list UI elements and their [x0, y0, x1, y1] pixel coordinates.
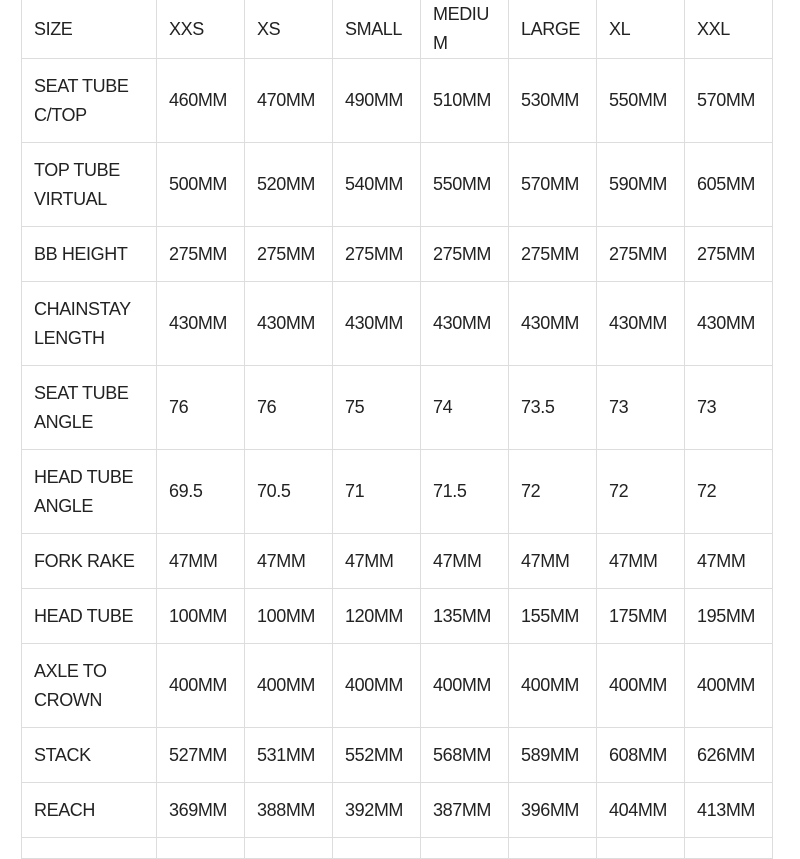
table-cell: 72 — [509, 450, 597, 534]
table-cell: 460MM — [157, 59, 245, 143]
table-cell: 275MM — [245, 227, 333, 282]
table-row-stack — [22, 728, 773, 783]
table-cell: 430MM — [509, 282, 597, 366]
table-cell: 550MM — [597, 59, 685, 143]
table-cell — [22, 838, 157, 859]
table-cell: 430MM — [685, 282, 773, 366]
row-label: HEAD TUBE — [22, 589, 157, 644]
table-cell: 275MM — [157, 227, 245, 282]
table-cell: 400MM — [333, 644, 421, 728]
table-cell: 275MM — [333, 227, 421, 282]
table-row-head-tube-angle — [22, 450, 773, 534]
table-cell — [245, 838, 333, 859]
table-cell: 530MM — [509, 59, 597, 143]
table-row-chainstay — [22, 282, 773, 366]
table-cell: 120MM — [333, 589, 421, 644]
table-cell: 74 — [421, 366, 509, 450]
table-cell: 47MM — [245, 534, 333, 589]
table-cell: 75 — [333, 366, 421, 450]
table-row-fork-rake — [22, 534, 773, 589]
table-cell: 73 — [597, 366, 685, 450]
table-cell — [597, 838, 685, 859]
header-cell-xs: XS — [245, 0, 333, 59]
table-cell: 500MM — [157, 143, 245, 227]
table-cell: 430MM — [245, 282, 333, 366]
row-label: TOP TUBE VIRTUAL — [22, 143, 157, 227]
table-cell: 570MM — [685, 59, 773, 143]
table-cell: 388MM — [245, 783, 333, 838]
table-cell: 70.5 — [245, 450, 333, 534]
table-row-cutoff — [22, 838, 773, 859]
table-cell: 470MM — [245, 59, 333, 143]
table-cell: 400MM — [597, 644, 685, 728]
table-cell: 155MM — [509, 589, 597, 644]
table-row-axle-to-crown — [22, 644, 773, 728]
table-cell: 413MM — [685, 783, 773, 838]
table-cell: 275MM — [685, 227, 773, 282]
table-cell: 550MM — [421, 143, 509, 227]
header-cell-xxl: XXL — [685, 0, 773, 59]
table-cell: 430MM — [421, 282, 509, 366]
table-cell: 47MM — [421, 534, 509, 589]
header-cell-small: SMALL — [333, 0, 421, 59]
table-cell: 47MM — [157, 534, 245, 589]
table-cell: 76 — [157, 366, 245, 450]
header-cell-medium: MEDIUM — [421, 0, 509, 59]
table-cell: 71.5 — [421, 450, 509, 534]
table-row-seat-tube-angle — [22, 366, 773, 450]
table-cell: 400MM — [245, 644, 333, 728]
table-cell: 387MM — [421, 783, 509, 838]
row-label: STACK — [22, 728, 157, 783]
row-label: SEAT TUBE C/TOP — [22, 59, 157, 143]
table-cell: 47MM — [685, 534, 773, 589]
header-cell-xxs: XXS — [157, 0, 245, 59]
table-cell: 430MM — [597, 282, 685, 366]
table-cell: 430MM — [333, 282, 421, 366]
table-cell: 605MM — [685, 143, 773, 227]
table-cell: 590MM — [597, 143, 685, 227]
table-cell — [509, 838, 597, 859]
header-cell-large: LARGE — [509, 0, 597, 59]
table-cell: 73.5 — [509, 366, 597, 450]
table-cell: 396MM — [509, 783, 597, 838]
geometry-size-table — [21, 0, 773, 859]
row-label: BB HEIGHT — [22, 227, 157, 282]
geometry-table-wrapper — [21, 0, 773, 859]
table-cell: 195MM — [685, 589, 773, 644]
table-cell: 72 — [685, 450, 773, 534]
table-cell — [685, 838, 773, 859]
table-cell: 570MM — [509, 143, 597, 227]
row-label: FORK RAKE — [22, 534, 157, 589]
table-cell: 540MM — [333, 143, 421, 227]
table-cell: 275MM — [509, 227, 597, 282]
table-cell — [157, 838, 245, 859]
table-cell: 490MM — [333, 59, 421, 143]
table-row-reach — [22, 783, 773, 838]
table-cell: 400MM — [509, 644, 597, 728]
table-cell — [333, 838, 421, 859]
table-cell — [421, 838, 509, 859]
table-cell: 520MM — [245, 143, 333, 227]
table-row-bb-height — [22, 227, 773, 282]
row-label: AXLE TO CROWN — [22, 644, 157, 728]
table-cell: 275MM — [421, 227, 509, 282]
table-cell: 510MM — [421, 59, 509, 143]
table-cell: 135MM — [421, 589, 509, 644]
table-cell: 76 — [245, 366, 333, 450]
table-cell: 400MM — [157, 644, 245, 728]
row-label: SEAT TUBE ANGLE — [22, 366, 157, 450]
table-cell: 404MM — [597, 783, 685, 838]
row-label: REACH — [22, 783, 157, 838]
table-cell: 47MM — [509, 534, 597, 589]
table-cell: 430MM — [157, 282, 245, 366]
table-cell: 100MM — [245, 589, 333, 644]
table-cell: 73 — [685, 366, 773, 450]
table-cell: 608MM — [597, 728, 685, 783]
table-cell: 47MM — [333, 534, 421, 589]
table-cell: 69.5 — [157, 450, 245, 534]
table-cell: 392MM — [333, 783, 421, 838]
table-cell: 552MM — [333, 728, 421, 783]
table-cell: 626MM — [685, 728, 773, 783]
table-cell: 71 — [333, 450, 421, 534]
table-cell: 175MM — [597, 589, 685, 644]
table-cell: 400MM — [685, 644, 773, 728]
table-cell: 589MM — [509, 728, 597, 783]
row-label: CHAINSTAY LENGTH — [22, 282, 157, 366]
row-label: HEAD TUBE ANGLE — [22, 450, 157, 534]
table-cell: 527MM — [157, 728, 245, 783]
header-cell-xl: XL — [597, 0, 685, 59]
table-cell: 72 — [597, 450, 685, 534]
table-header-row — [22, 0, 773, 59]
table-row-top-tube — [22, 143, 773, 227]
table-cell: 47MM — [597, 534, 685, 589]
table-cell: 400MM — [421, 644, 509, 728]
table-row-seat-tube — [22, 59, 773, 143]
table-row-head-tube — [22, 589, 773, 644]
table-cell: 369MM — [157, 783, 245, 838]
table-cell: 568MM — [421, 728, 509, 783]
table-cell: 531MM — [245, 728, 333, 783]
table-cell: 275MM — [597, 227, 685, 282]
header-cell-size: SIZE — [22, 0, 157, 59]
table-cell: 100MM — [157, 589, 245, 644]
